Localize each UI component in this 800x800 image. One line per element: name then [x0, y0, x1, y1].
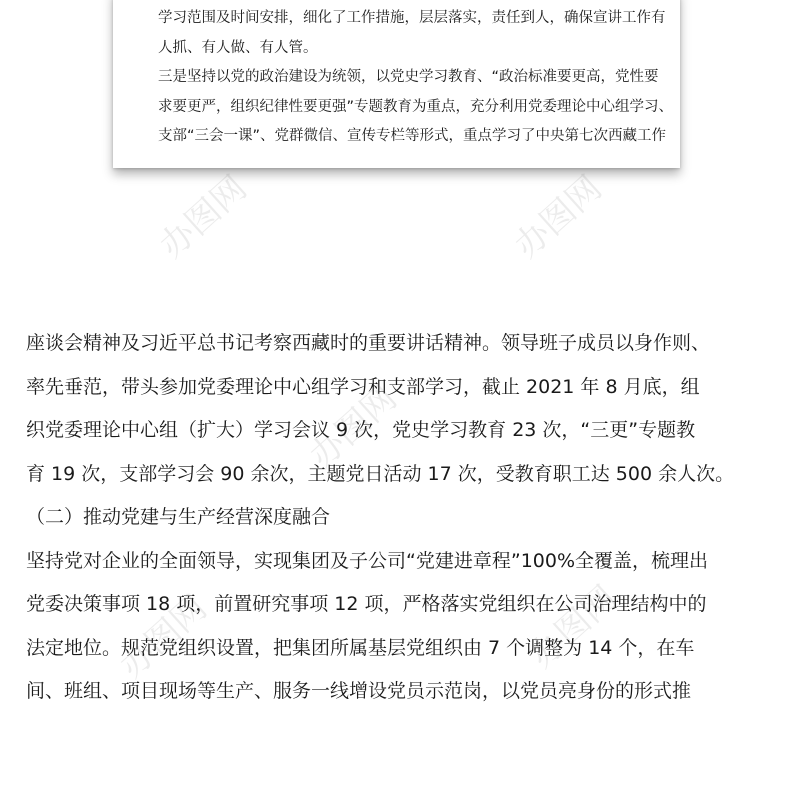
watermark: 办图网 [152, 168, 255, 267]
body-line: 法定地位。规范党组织设置，把集团所属基层党组织由 7 个调整为 14 个，在车 [26, 636, 695, 659]
watermark: 办图网 [522, 578, 625, 677]
body-line: 织党委理论中心组（扩大）学习会议 9 次，党史学习教育 23 次，“三更”专题教 [26, 419, 696, 441]
card-line: 求要更严，组织纪律性要更强”专题教育为重点，充分利用党委理论中心组学习、 [158, 98, 674, 115]
document-body [26, 322, 778, 714]
body-line: 率先垂范，带头参加党委理论中心组学习和支部学习，截止 2021 年 8 月底，组 [26, 375, 700, 398]
body-line: 育 19 次，支部学习会 90 余次，主题党日活动 17 次，受教育职工达 500 余人次。 [26, 462, 735, 485]
card-text [158, 4, 674, 152]
watermark: 办图网 [507, 168, 610, 267]
card-line: 学习范围及时间安排，细化了工作措施，层层落实，责任到人，确保宣讲工作有 [158, 10, 666, 26]
watermark: 办图网 [112, 588, 215, 687]
body-line: 坚持党对企业的全面领导，实现集团及子公司“党建进章程”100%全覆盖，梳理出 [26, 549, 709, 572]
body-line: 党委决策事项 18 项，前置研究事项 12 项，严格落实党组织在公司治理结构中的 [26, 593, 707, 615]
card-line: 三是坚持以党的政治建设为统领，以党史学习教育、“政治标准要更高，党性要 [158, 69, 659, 85]
card-line: 支部“三会一课”、党群微信、宣传专栏等形式，重点学习了中央第七次西藏工作 [158, 128, 667, 144]
page-preview-card [113, 0, 680, 168]
card-line: 人抓、有人做、有人管。 [158, 39, 318, 56]
section-heading: （二）推动党建与生产经营深度融合 [26, 506, 331, 528]
body-line: 间、班组、项目现场等生产、服务一线增设党员示范岗，以党员亮身份的形式推 [26, 680, 692, 702]
body-line: 座谈会精神及习近平总书记考察西藏时的重要讲话精神。领导班子成员以身作则、 [26, 332, 711, 354]
watermark: 办图网 [302, 378, 405, 477]
